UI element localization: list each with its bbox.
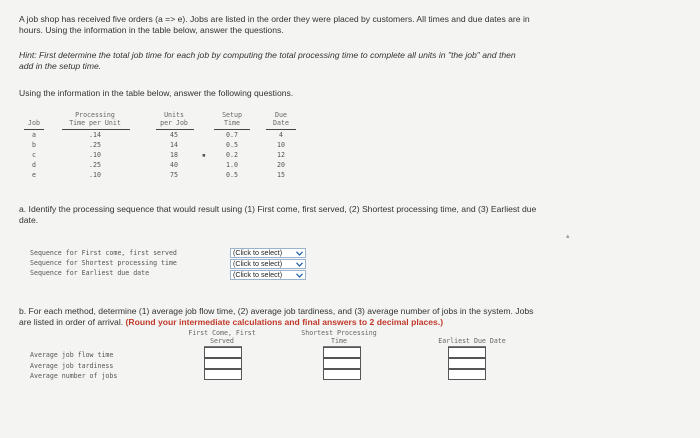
- header-processing-line1: Processing: [75, 111, 115, 119]
- cell-units: 75: [170, 171, 178, 179]
- header-units-line2: per Job: [160, 119, 188, 127]
- edd-tardiness-input[interactable]: [448, 358, 486, 369]
- header-units-line1: Units: [164, 111, 184, 119]
- label-average-tardiness: Average job tardiness: [30, 361, 114, 370]
- hint-line-2: add in the setup time.: [19, 61, 102, 71]
- cell-job: c: [32, 151, 36, 159]
- spt-tardiness-input[interactable]: [323, 358, 361, 369]
- edd-flow-time-input[interactable]: [448, 347, 486, 358]
- header-rule-units: [156, 129, 194, 130]
- intro-line-2: hours. Using the information in the table below, answer the questions.: [19, 25, 284, 35]
- column-header-spt-line2: Time: [331, 337, 347, 345]
- fcfs-select-value: (Click to select): [233, 248, 283, 257]
- cell-setup: 0.2: [226, 151, 238, 159]
- cell-job: e: [32, 171, 36, 179]
- cell-job: b: [32, 141, 36, 149]
- intro-line-1: A job shop has received five orders (a => e). Jobs are listed in the order they were placed by customers. All times and due dates are in: [19, 14, 530, 24]
- fcfs-flow-time-input[interactable]: [204, 347, 242, 358]
- cell-setup: 1.0: [226, 161, 238, 169]
- header-rule-setup: [214, 129, 250, 130]
- column-header-fcfs-line2: Served: [210, 337, 234, 345]
- hint-paragraph: [19, 50, 516, 72]
- intro-paragraph: [19, 14, 530, 36]
- spt-select-value: (Click to select): [233, 259, 283, 268]
- header-processing-line2: Time per Unit: [69, 119, 121, 127]
- cell-units: 18: [170, 151, 178, 159]
- cell-due: 20: [277, 161, 285, 169]
- header-rule-job: [24, 129, 44, 130]
- column-header-edd: Earliest Due Date: [438, 337, 506, 345]
- header-rule-due: [266, 129, 296, 130]
- cell-job: d: [32, 161, 36, 169]
- header-due-line2: Date: [273, 119, 289, 127]
- header-processing: [60, 111, 130, 127]
- header-setup-line2: Time: [224, 119, 240, 127]
- spt-jobs-in-system-input[interactable]: [323, 369, 361, 380]
- using-table-text: Using the information in the table below, answer the following questions.: [19, 88, 294, 98]
- column-header-fcfs-line1: First Come, First: [188, 329, 256, 337]
- header-units: [154, 111, 194, 127]
- cell-proc: .10: [89, 151, 101, 159]
- header-job: Job: [28, 119, 40, 127]
- stray-mark: ▪: [202, 151, 206, 159]
- cell-due: 15: [277, 171, 285, 179]
- edd-jobs-in-system-input[interactable]: [448, 369, 486, 380]
- cell-setup: 0.5: [226, 141, 238, 149]
- label-average-jobs-in-system: Average number of jobs: [30, 372, 118, 380]
- cell-setup: 0.5: [226, 171, 238, 179]
- cursor-mark: ▴: [566, 233, 570, 240]
- fcfs-tardiness-input[interactable]: [204, 358, 242, 369]
- cell-due: 10: [277, 141, 285, 149]
- column-header-spt: [294, 329, 384, 345]
- header-setup-line1: Setup: [222, 111, 242, 119]
- cell-proc: .25: [89, 141, 101, 149]
- cell-units: 45: [170, 131, 178, 139]
- cell-units: 14: [170, 141, 178, 149]
- header-rule-processing: [62, 129, 130, 130]
- spt-flow-time-input[interactable]: [323, 347, 361, 358]
- question-b-text: [19, 306, 533, 328]
- chevron-down-icon: [293, 248, 305, 258]
- header-due-line1: Due: [275, 111, 287, 119]
- label-fcfs-sequence: Sequence for First come, first served: [30, 249, 177, 257]
- fcfs-sequence-select[interactable]: [230, 248, 306, 258]
- spt-sequence-select[interactable]: [230, 259, 306, 269]
- cell-due: 12: [277, 151, 285, 159]
- chevron-down-icon: [293, 270, 305, 280]
- cell-proc: .25: [89, 161, 101, 169]
- question-b-line-1: b. For each method, determine (1) average job flow time, (2) average job tardiness, and (3) average number of jobs in the system. Jobs: [19, 306, 534, 316]
- cell-proc: .10: [89, 171, 101, 179]
- cell-setup: 0.7: [226, 131, 238, 139]
- column-header-fcfs: [180, 329, 264, 345]
- edd-select-value: (Click to select): [233, 270, 283, 279]
- cell-units: 40: [170, 161, 178, 169]
- label-edd-sequence: Sequence for Earliest due date: [30, 269, 150, 277]
- cell-proc: .14: [89, 131, 101, 139]
- edd-sequence-select[interactable]: [230, 270, 306, 280]
- question-a-line-1: a. Identify the processing sequence that would result using (1) First come, first served, (2) Shortest processing time, and (3) Earliest due: [19, 204, 537, 214]
- cell-job: a: [32, 131, 36, 139]
- question-b-line-2-plain: are listed in order of arrival.: [19, 317, 126, 327]
- cell-due: 4: [279, 131, 283, 139]
- metric-labels: [30, 350, 117, 382]
- column-header-spt-line1: Shortest Processing: [301, 329, 377, 337]
- label-spt-sequence: Sequence for Shortest processing time: [30, 259, 177, 267]
- label-average-flow-time: Average job flow time: [30, 351, 114, 359]
- rounding-instruction: (Round your intermediate calculations and final answers to 2 decimal places.): [125, 317, 444, 327]
- header-due: [266, 111, 296, 127]
- question-b-line-2: [19, 317, 533, 328]
- hint-line-1: Hint: First determine the total job time for each job by computing the total processing time to complete all units in "the job" and then: [19, 50, 516, 60]
- chevron-down-icon: [293, 259, 305, 269]
- sequence-labels: [30, 248, 177, 278]
- fcfs-jobs-in-system-input[interactable]: [204, 369, 242, 380]
- header-setup: [214, 111, 250, 127]
- job-data-table: [22, 110, 307, 185]
- question-a-text: [19, 204, 536, 226]
- question-a-line-2: date.: [19, 215, 39, 225]
